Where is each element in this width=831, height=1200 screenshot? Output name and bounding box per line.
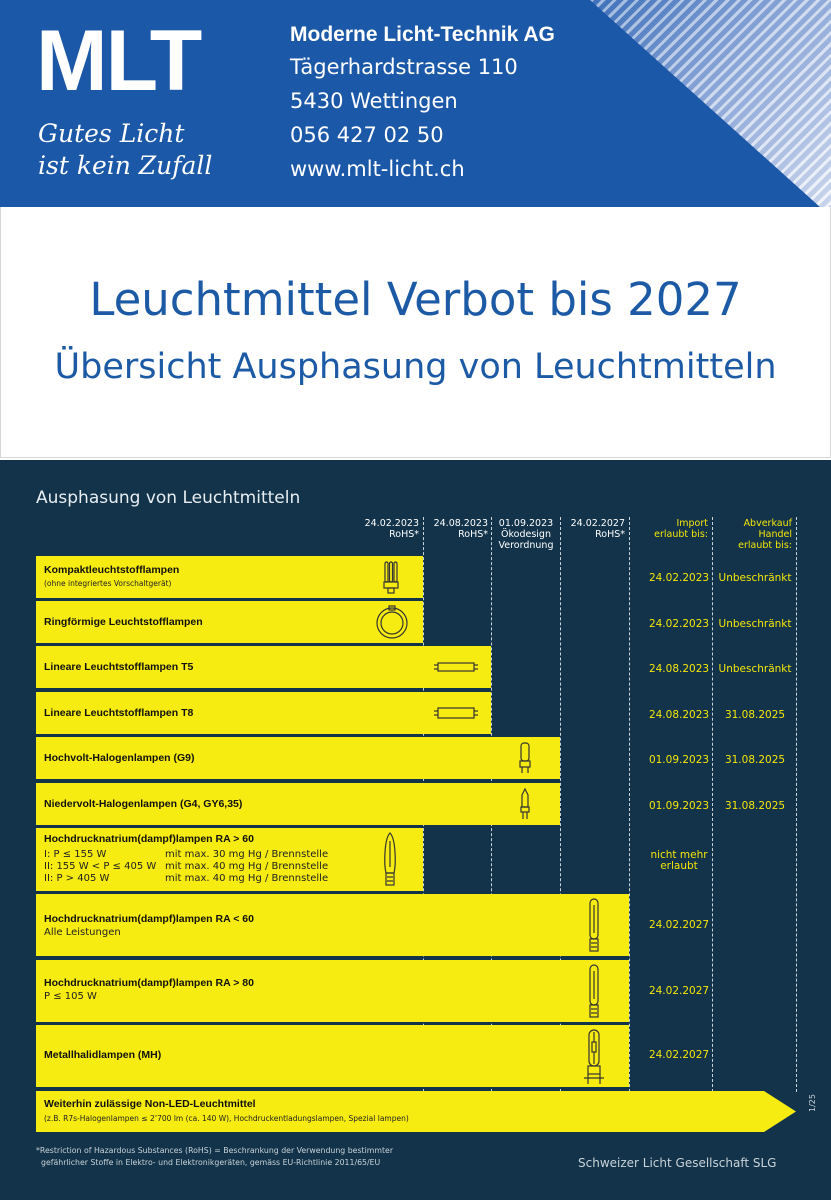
- logo-text: MLT: [36, 20, 201, 100]
- city: 5430 Wettingen: [290, 89, 458, 113]
- slogan-line-1: Gutes Licht: [38, 119, 185, 148]
- rohs-footnote: *Restriction of Hazardous Substances (RoHS) = Beschrankung der Verwendung bestimmter gefährlicher Stoffe in Elektro- und Elektronikgeräten, gemäss EU-Richtlinie 2011/65/EU: [36, 1146, 394, 1167]
- import-date: 01.09.2023: [648, 800, 710, 812]
- row-bar-ring-fluorescent: Ringförmige Leuchtstofflampen: [36, 601, 423, 643]
- row-bar-metal-halide: Metallhalidlampen (MH): [36, 1025, 629, 1087]
- import-date: 24.02.2027: [648, 919, 710, 931]
- title-box: [0, 207, 831, 458]
- mlt-logo: [36, 20, 246, 100]
- column-header-2: 24.08.2023 RoHS*: [433, 518, 488, 540]
- sale-date: Unbeschränkt: [718, 618, 792, 630]
- company-name: Moderne Licht-Technik AG: [290, 23, 555, 46]
- row-bar-linear-t5: Lineare Leuchtstofflampen T5: [36, 646, 491, 688]
- import-date: 24.08.2023: [648, 709, 710, 721]
- cfl-lamp-icon: [380, 559, 402, 595]
- import-date: 24.08.2023: [648, 663, 710, 675]
- sale-date: 31.08.2025: [724, 709, 786, 721]
- sale-date: Unbeschränkt: [718, 572, 792, 584]
- website-link[interactable]: www.mlt-licht.ch: [290, 157, 465, 181]
- mh-lamp-icon: [582, 1028, 606, 1086]
- row-bar-still-permitted: Weiterhin zulässige Non-LED-Leuchtmittel (z.B. R7s-Halogenlampen ≤ 2’700 lm (ca. 140 W), Hochdruckentladungslampen, Spezial lampen): [36, 1091, 796, 1132]
- row-bar-hps-ra80: Hochdrucknatrium(dampf)lampen RA > 80 P ≤ 105 W: [36, 960, 629, 1022]
- row-bar-g9-halogen: Hochvolt-Halogenlampen (G9): [36, 737, 560, 779]
- phone[interactable]: 056 427 02 50: [290, 123, 444, 147]
- page-number: 1/25: [808, 1094, 817, 1112]
- slogan-line-2: ist kein Zufall: [38, 151, 213, 180]
- column-header-3: 01.09.2023 Ökodesign Verordnung: [498, 518, 554, 551]
- ring-lamp-icon: [374, 604, 410, 640]
- column-header-1: 24.02.2023 RoHS*: [364, 518, 419, 540]
- column-divider: [629, 517, 630, 1092]
- company-address: [290, 20, 555, 186]
- import-date: 24.02.2027: [648, 985, 710, 997]
- row-bar-hps-ra60-plus: Hochdrucknatrium(dampf)lampen RA > 60 I: P ≤ 155 W mit max. 30 mg Hg / Brennstelle II: 155 W < P ≤ 405 W mit max. 40 mg Hg / Brennstelle II: P > 405 W mit max. 40 mg Hg / Brennstelle: [36, 828, 423, 891]
- tube-lamp-icon: [434, 705, 478, 721]
- import-date: 24.02.2027: [648, 1049, 710, 1061]
- street: Tägerhardstrasse 110: [290, 55, 518, 79]
- import-date: 24.02.2023: [648, 572, 710, 584]
- hps-tube-icon: [587, 897, 601, 955]
- row-bar-g4-halogen: Niedervolt-Halogenlampen (G4, GY6,35): [36, 783, 560, 825]
- page-subtitle: Übersicht Ausphasung von Leuchtmitteln: [54, 347, 777, 387]
- import-date: 01.09.2023: [648, 754, 710, 766]
- column-divider: [796, 517, 797, 1092]
- sale-date: Unbeschränkt: [718, 663, 792, 675]
- row-bar-compact-fluorescent: Kompaktleuchtstofflampen (ohne integriertes Vorschaltgerät): [36, 556, 423, 598]
- sale-header: Abverkauf Handel erlaubt bis:: [738, 518, 792, 551]
- page-title: Leuchtmittel Verbot bis 2027: [89, 273, 742, 326]
- row-bar-hps-ra60-minus: Hochdrucknatrium(dampf)lampen RA < 60 Alle Leistungen: [36, 894, 629, 956]
- g4-lamp-icon: [518, 787, 532, 821]
- import-date: 24.02.2023: [648, 618, 710, 630]
- slogan: [38, 118, 212, 182]
- g9-lamp-icon: [518, 741, 532, 775]
- sale-date: 31.08.2025: [724, 754, 786, 766]
- import-status: nicht mehr erlaubt: [650, 849, 708, 872]
- column-header-4: 24.02.2027 RoHS*: [570, 518, 625, 540]
- hps-tube-icon: [587, 963, 601, 1021]
- row-bar-linear-t8: Lineare Leuchtstofflampen T8: [36, 692, 491, 734]
- chart-heading: Ausphasung von Leuchtmitteln: [36, 488, 301, 508]
- sale-date: 31.08.2025: [724, 800, 786, 812]
- publisher: Schweizer Licht Gesellschaft SLG: [578, 1156, 777, 1170]
- decorative-light-pattern: [590, 0, 831, 207]
- tube-lamp-icon: [434, 659, 478, 675]
- hps-lamp-icon: [381, 831, 399, 889]
- import-header: Import erlaubt bis:: [654, 518, 708, 540]
